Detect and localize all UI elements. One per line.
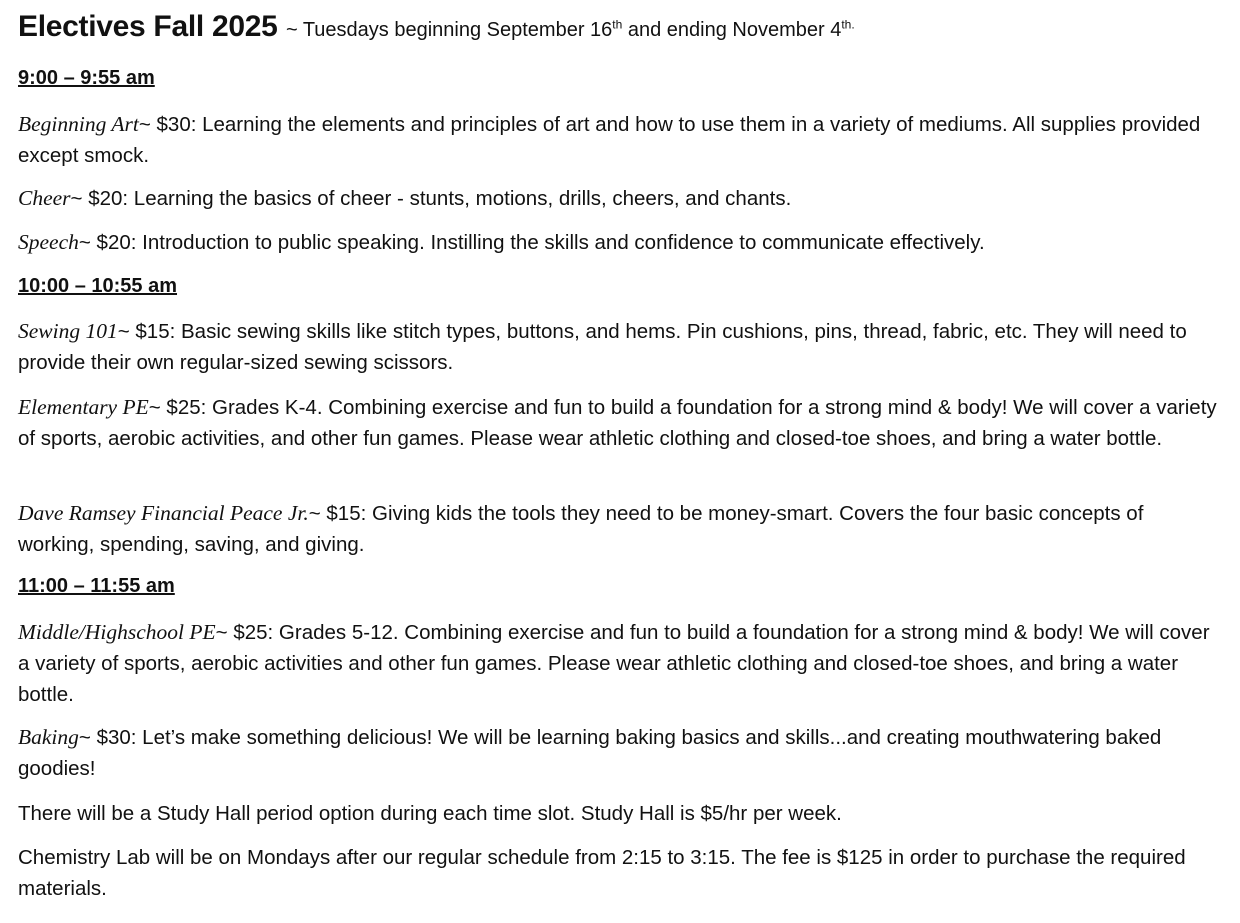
course-details: ~ $15: Giving kids the tools they need to be money-smart. Covers the four basic concepts of working, spending, saving, and giving.: [18, 502, 1144, 556]
course-entry: [18, 617, 1224, 710]
course-entry: [18, 183, 1224, 214]
course-name: Cheer: [18, 186, 71, 210]
course-details: ~ $15: Basic sewing skills like stitch types, buttons, and hems. Pin cushions, pins, thread, fabric, etc. They will need to provide their own regular-sized sewing scissors.: [18, 320, 1187, 374]
course-entry: [18, 498, 1224, 560]
course-details: ~ $20: Introduction to public speaking. Instilling the skills and confidence to communicate effectively.: [78, 231, 985, 254]
subtitle-part-1: ~ Tuesdays beginning September 16: [285, 19, 613, 41]
page-subtitle: [286, 19, 855, 41]
time-slot-heading: 11:00 – 11:55 am: [18, 575, 175, 597]
course-entry: [18, 316, 1224, 378]
ordinal-suffix: th.: [841, 17, 855, 32]
course-entry: [18, 722, 1224, 784]
course-details: ~ $25: Grades 5-12. Combining exercise and fun to build a foundation for a strong mind & body! We will cover a variety of sports, aerobic activities and other fun games. Please wear athletic clothing and closed-toe shoes, and bring a water bottle.: [18, 621, 1210, 706]
course-details: ~ $30: Learning the elements and principles of art and how to use them in a variety of mediums. All supplies provided except smock.: [18, 113, 1201, 167]
time-slot-heading: 9:00 – 9:55 am: [18, 67, 155, 89]
course-name: Baking: [18, 725, 79, 749]
course-entry: [18, 109, 1224, 171]
course-details: ~ $30: Let’s make something delicious! We will be learning baking basics and skills...and creating mouthwatering baked goodies!: [18, 726, 1162, 780]
course-name: Dave Ramsey Financial Peace Jr.: [18, 501, 309, 525]
time-slot-heading: 10:00 – 10:55 am: [18, 275, 178, 297]
course-name: Speech: [18, 230, 79, 254]
course-details: ~ $25: Grades K-4. Combining exercise and fun to build a foundation for a strong mind & body! We will cover a variety of sports, aerobic activities, and other fun games. Please wear athletic clothing and closed-toe shoes, and bring a water bottle.: [18, 396, 1217, 450]
subtitle-part-2: and ending November 4: [622, 19, 842, 41]
course-entry: [18, 392, 1224, 454]
study-hall-note: There will be a Study Hall period option during each time slot. Study Hall is $5/hr per week.: [18, 802, 842, 825]
course-details: ~ $20: Learning the basics of cheer - stunts, motions, drills, cheers, and chants.: [70, 187, 792, 210]
title-line: [18, 10, 855, 44]
ordinal-suffix: th: [612, 17, 623, 32]
course-name: Middle/Highschool PE: [18, 620, 216, 644]
course-name: Beginning Art: [18, 112, 139, 136]
course-name: Elementary PE: [18, 395, 149, 419]
page-title: Electives Fall 2025: [18, 10, 278, 43]
chemistry-lab-note: Chemistry Lab will be on Mondays after our regular schedule from 2:15 to 3:15. The fee is $125 in order to purchase the required materials.: [18, 846, 1186, 900]
course-entry: [18, 227, 1224, 258]
course-name: Sewing 101: [18, 319, 118, 343]
